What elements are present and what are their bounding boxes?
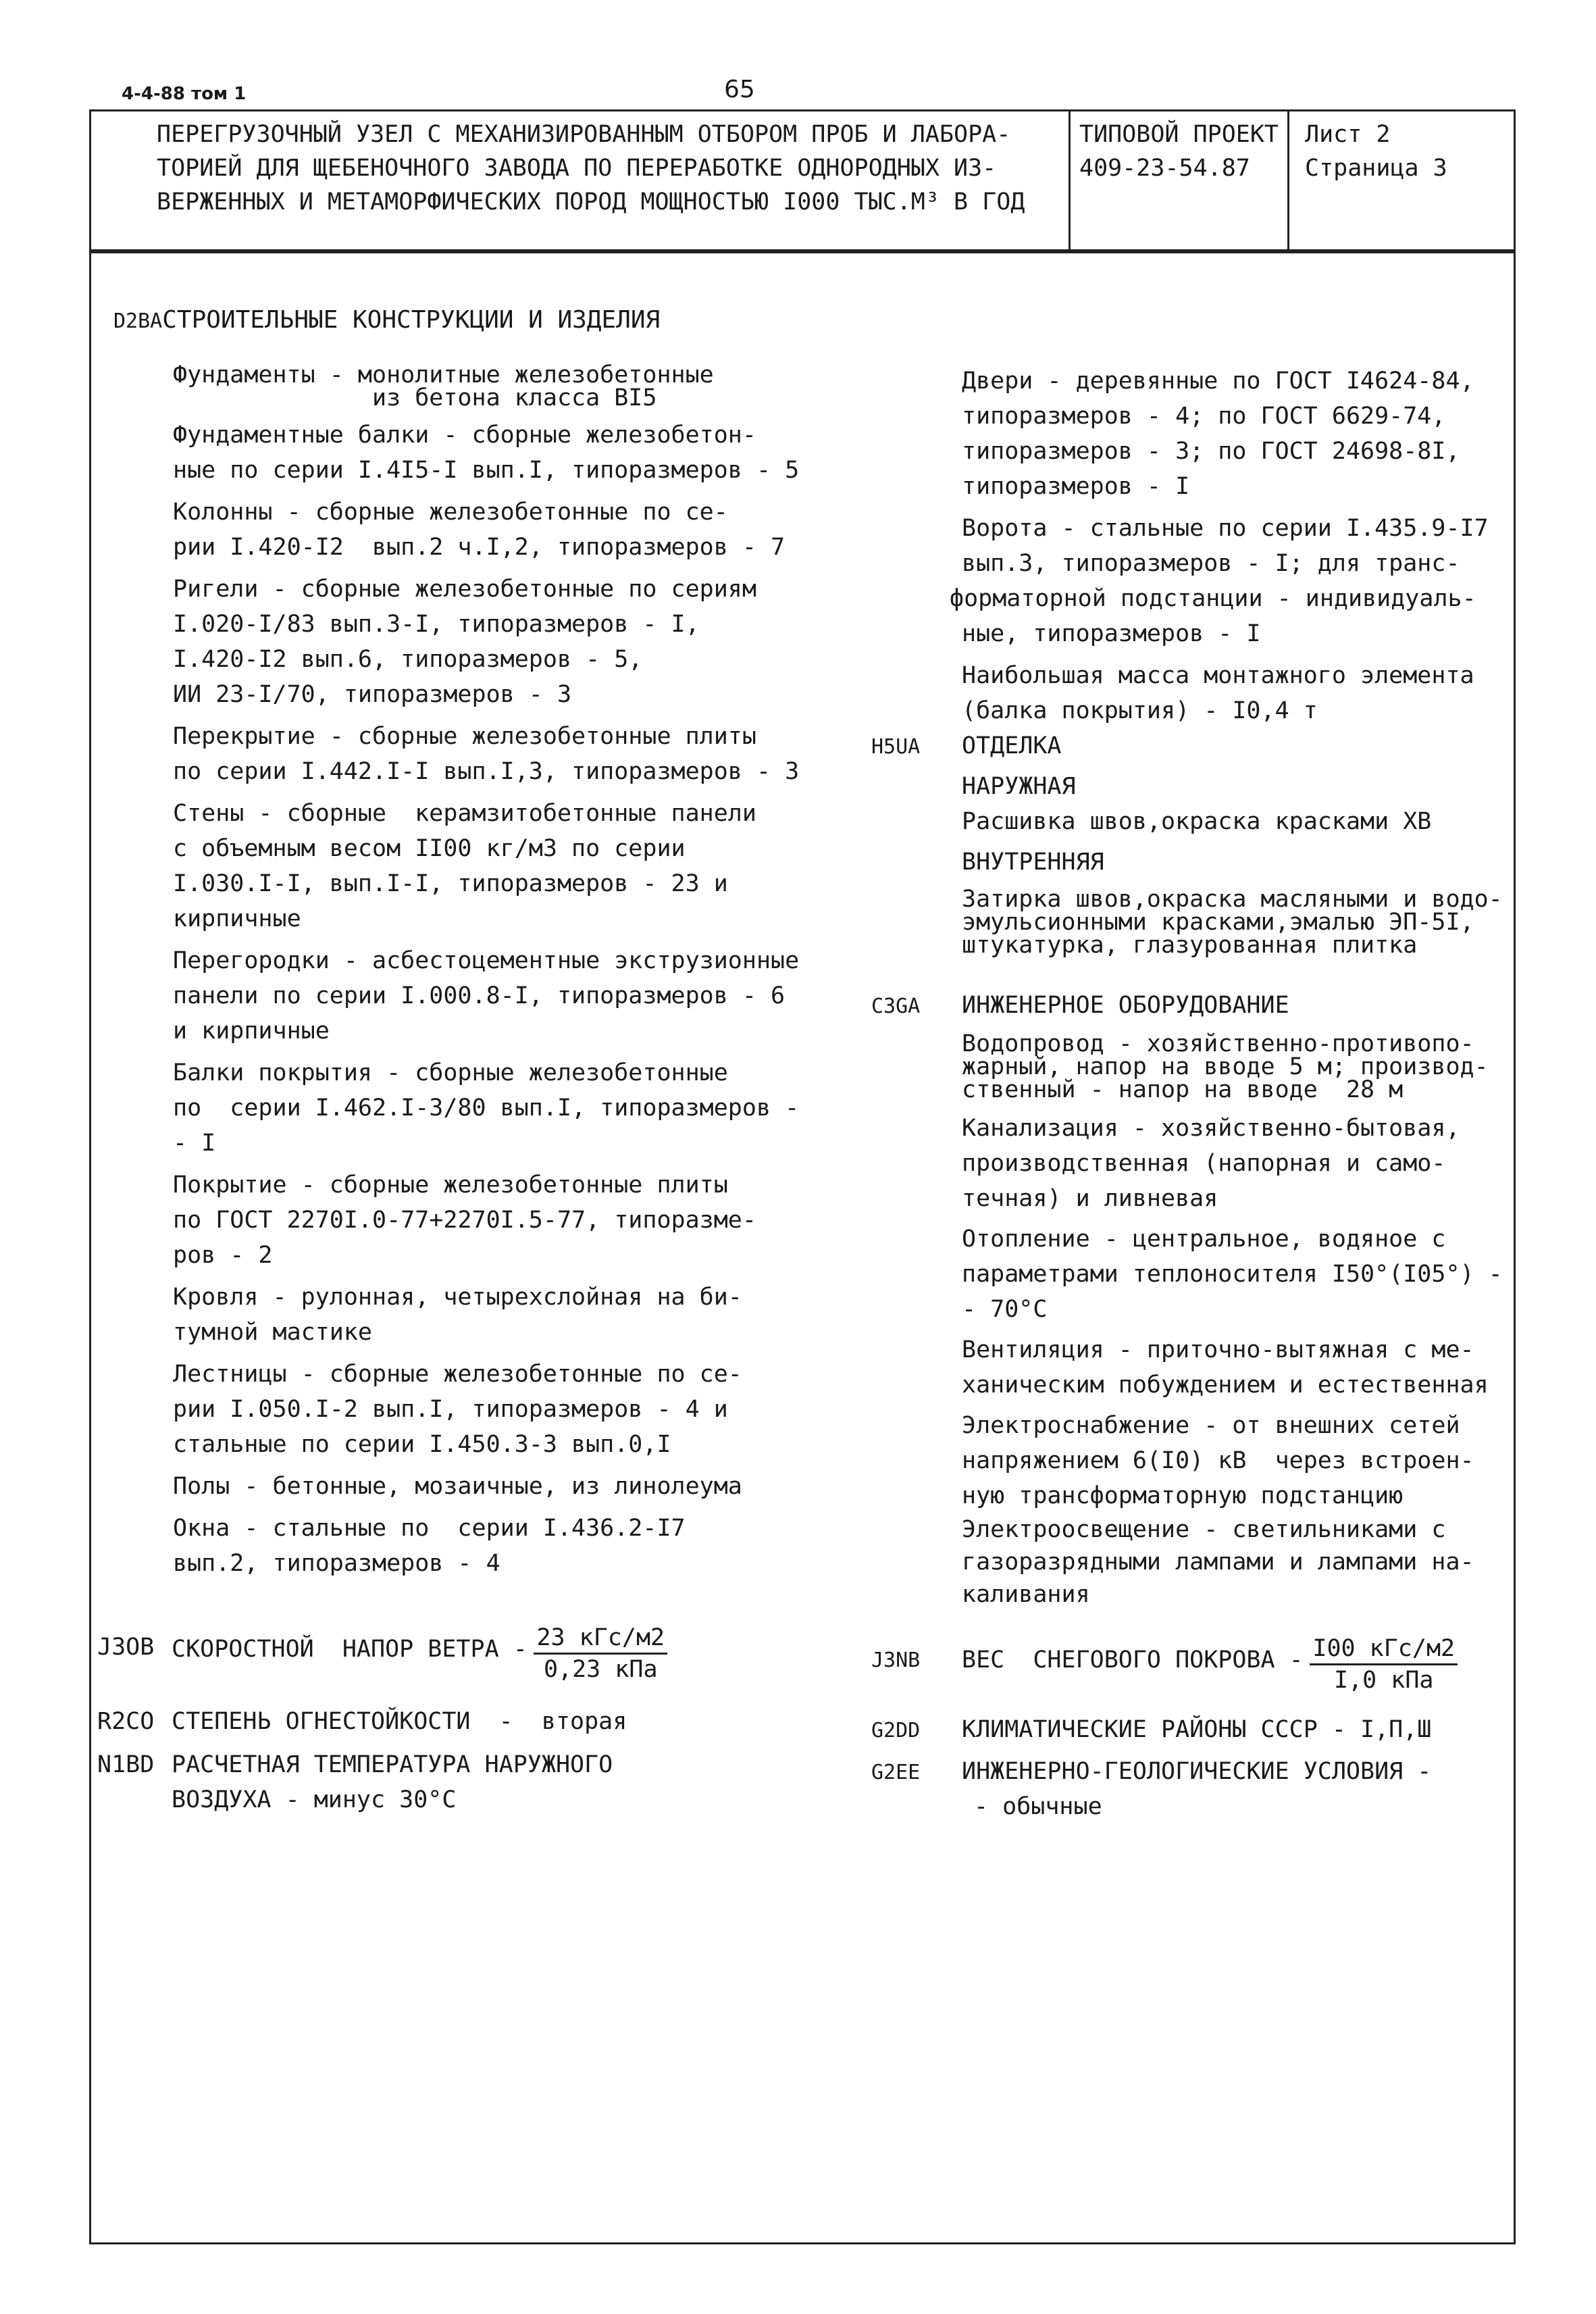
spec-line: ханическим побуждением и естественная	[962, 1372, 1489, 1399]
spec-line: вып.2, типоразмеров - 4	[173, 1550, 500, 1577]
fire-resistance: СТЕПЕНЬ ОГНЕСТОЙКОСТИ - вторая	[172, 1708, 627, 1735]
spec-foundation-beams	[173, 418, 815, 488]
spec-power-supply	[962, 1408, 1509, 1513]
spec-line: - 70°С	[962, 1296, 1048, 1323]
geology-code: G2EE	[871, 1761, 921, 1784]
spec-floors-slabs	[173, 719, 815, 789]
stamp-divider	[1287, 109, 1289, 251]
spec-line: Электроснабжение - от внешних сетей	[962, 1412, 1460, 1439]
spec-line: I.020-I/83 вып.3-I, типоразмеров - I,	[173, 611, 700, 638]
wind-load-code: J3OB	[97, 1634, 155, 1661]
spec-line: Ворота - стальные по серии I.435.9-I7	[962, 515, 1489, 542]
fire-resistance-code: R2CO	[97, 1708, 155, 1735]
spec-sewerage	[962, 1111, 1509, 1216]
stamp-sheet	[1305, 118, 1447, 185]
spec-line: Ригели - сборные железобетонные по сериям	[173, 576, 756, 603]
spec-line: ИНЖЕНЕРНО-ГЕОЛОГИЧЕСКИЕ УСЛОВИЯ -	[962, 1758, 1432, 1785]
spec-line: ные по серии I.4I5-I вып.I, типоразмеров - 5	[173, 457, 800, 484]
outdoor-temp	[172, 1747, 613, 1817]
spec-line: типоразмеров - I	[962, 473, 1190, 500]
spec-line: Затирка швов,окраска масляными и водо-	[962, 886, 1503, 913]
spec-line: с объемным весом II00 кг/м3 по серии	[173, 835, 686, 862]
spec-line: Отопление - центральное, водяное с	[962, 1226, 1446, 1253]
spec-line: Вентиляция - приточно-вытяжная с ме-	[962, 1336, 1474, 1363]
spec-foundations	[173, 363, 815, 409]
geology-conditions	[962, 1754, 1431, 1824]
wind-load-numerator: 23 кГс/м2	[534, 1623, 667, 1655]
spec-line: напряжением 6(I0) кВ через встроен-	[962, 1447, 1474, 1474]
spec-line: рии I.050.I-2 вып.I, типоразмеров - 4 и	[173, 1396, 728, 1423]
spec-line: Лестницы - сборные железобетонные по се-	[173, 1361, 742, 1388]
spec-line: типоразмеров - 3; по ГОСТ 24698-8I,	[962, 438, 1460, 465]
spec-line: и кирпичные	[173, 1017, 330, 1045]
spec-line: из бетона класса BI5	[173, 384, 657, 411]
spec-girders	[173, 572, 815, 712]
snow-load-code: J3NB	[871, 1649, 921, 1672]
section-heading	[113, 303, 660, 339]
spec-line: ную трансформаторную подстанцию	[962, 1482, 1404, 1509]
page-reference: Страница 3	[1305, 155, 1447, 182]
spec-line: по ГОСТ 2270I.0-77+2270I.5-77, типоразме-	[173, 1207, 756, 1234]
spec-line: Фундаментные балки - сборные железобетон-	[173, 422, 756, 449]
spec-line: - обычные	[974, 1793, 1102, 1820]
spec-ventilation	[962, 1332, 1509, 1403]
spec-line: I.420-I2 вып.6, типоразмеров - 5,	[173, 646, 643, 673]
spec-gates	[950, 511, 1509, 651]
section-title: СТРОИТЕЛЬНЫЕ КОНСТРУКЦИИ И ИЗДЕЛИЯ	[162, 306, 661, 334]
snow-load	[962, 1634, 1458, 1695]
sheet-number: Лист 2	[1305, 121, 1391, 148]
exterior-title: НАРУЖНАЯ	[962, 773, 1076, 800]
spec-line: по серии I.442.I-I вып.I,3, типоразмеров - 3	[173, 758, 800, 785]
spec-line: Канализация - хозяйственно-бытовая,	[962, 1115, 1460, 1142]
document-volume-label: 4-4-88 том 1	[122, 84, 247, 104]
climate-zones: КЛИМАТИЧЕСКИЕ РАЙОНЫ СССР - I,П,Ш	[962, 1716, 1432, 1743]
spec-line: (балка покрытия) - I0,4 т	[962, 697, 1318, 724]
spec-line: Фундаменты - монолитные железобетонные	[173, 361, 714, 388]
spec-line: по серии I.462.I-3/80 вып.I, типоразмеров -	[173, 1095, 800, 1122]
spec-line: рии I.420-I2 вып.2 ч.I,2, типоразмеров - 7	[173, 534, 786, 561]
spec-line: Двери - деревянные по ГОСТ I4624-84,	[962, 368, 1474, 395]
spec-line: панели по серии I.000.8-I, типоразмеров - 6	[173, 982, 786, 1009]
spec-line: ВОЗДУХА - минус 30°С	[172, 1786, 457, 1813]
spec-line: Перегородки - асбестоцементные экструзионные	[173, 947, 800, 974]
spec-line: - I	[173, 1130, 216, 1157]
spec-windows	[173, 1511, 815, 1581]
spec-line: ные, типоразмеров - I	[962, 620, 1261, 647]
spec-roofing	[173, 1280, 815, 1350]
spec-roof-beams	[173, 1055, 815, 1161]
engineering-code: C3GA	[871, 995, 921, 1018]
spec-line: эмульсионными красками,эмалью ЭП-5I,	[962, 909, 1474, 936]
spec-floor-covering	[173, 1469, 815, 1504]
snow-load-denominator: I,0 кПа	[1333, 1667, 1434, 1694]
climate-code: G2DD	[871, 1719, 921, 1742]
spec-line: Окна - стальные по серии I.436.2-I7	[173, 1515, 686, 1542]
spec-max-mass	[962, 658, 1509, 728]
stamp-title	[157, 118, 1025, 219]
spec-line: тумной мастике	[173, 1319, 373, 1346]
snow-load-value	[1310, 1634, 1458, 1695]
stamp-project	[1079, 118, 1279, 185]
interior-title: ВНУТРЕННЯЯ	[962, 849, 1104, 876]
spec-line: РАСЧЕТНАЯ ТЕМПЕРАТУРА НАРУЖНОГО	[172, 1751, 613, 1778]
project-number: 409-23-54.87	[1079, 155, 1250, 182]
spec-walls	[173, 796, 815, 936]
spec-line: Полы - бетонные, мозаичные, из линолеума	[173, 1473, 742, 1500]
project-label: ТИПОВОЙ ПРОЕКТ	[1079, 121, 1279, 148]
spec-line: I.030.I-I, вып.I-I, типоразмеров - 23 и	[173, 870, 728, 897]
spec-line: Балки покрытия - сборные железобетонные	[173, 1059, 728, 1086]
spec-line: ИИ 23-I/70, типоразмеров - 3	[173, 681, 572, 708]
spec-line: Кровля - рулонная, четырехслойная на би-	[173, 1284, 742, 1311]
spec-line: стальные по серии I.450.3-3 вып.0,I	[173, 1431, 671, 1458]
stamp-title-line: ТОРИЕЙ ДЛЯ ЩЕБЕНОЧНОГО ЗАВОДА ПО ПЕРЕРАБОТКЕ ОДНОРОДНЫХ ИЗ-	[157, 155, 997, 182]
spec-line: каливания	[962, 1581, 1090, 1608]
spec-line: Покрытие - сборные железобетонные плиты	[173, 1172, 728, 1199]
wind-load	[172, 1623, 667, 1684]
spec-partitions	[173, 943, 815, 1049]
spec-line: течная) и ливневая	[962, 1185, 1218, 1212]
stamp-divider	[1069, 109, 1071, 251]
engineering-section	[962, 988, 1509, 1611]
spec-columns	[173, 495, 815, 565]
snow-load-numerator: I00 кГс/м2	[1310, 1634, 1458, 1665]
wind-load-denominator: 0,23 кПа	[543, 1656, 658, 1683]
spec-doors	[962, 363, 1509, 504]
spec-line: Перекрытие - сборные железобетонные плиты	[173, 723, 756, 750]
finishing-section	[962, 728, 1509, 957]
wind-load-label: СКОРОСТНОЙ НАПОР ВЕТРА -	[172, 1636, 527, 1663]
stamp-title-line: ВЕРЖЕННЫХ И МЕТАМОРФИЧЕСКИХ ПОРОД МОЩНОСТЬЮ I000 ТЫС.М³ В ГОД	[157, 188, 1025, 216]
spec-line: Стены - сборные керамзитобетонные панели	[173, 800, 756, 827]
spec-line: Водопровод - хозяйственно-противопо-	[962, 1030, 1474, 1057]
left-column	[173, 363, 815, 1581]
outdoor-temp-code: N1BD	[97, 1751, 155, 1778]
spec-line: газоразрядными лампами и лампами на-	[962, 1549, 1474, 1576]
spec-line: жарный, напор на вводе 5 м; производ-	[962, 1053, 1489, 1080]
spec-line: вып.3, типоразмеров - I; для транс-	[962, 550, 1460, 577]
spec-water-supply	[962, 1032, 1509, 1101]
finishing-title: ОТДЕЛКА	[962, 732, 1062, 759]
page-number: 65	[724, 76, 755, 103]
section-code: D2BA	[113, 309, 163, 333]
spec-stairs	[173, 1357, 815, 1462]
spec-line: Наибольшая масса монтажного элемента	[962, 662, 1474, 689]
spec-lighting	[962, 1513, 1509, 1611]
spec-heating	[962, 1222, 1509, 1327]
spec-line: производственная (напорная и само-	[962, 1150, 1446, 1177]
exterior-text: Расшивка швов,окраска красками ХВ	[962, 808, 1432, 835]
spec-line: штукатурка, глазурованная плитка	[962, 932, 1418, 959]
spec-line: ров - 2	[173, 1242, 273, 1269]
spec-line: форматорной подстанции - индивидуаль-	[950, 585, 1476, 612]
spec-line: типоразмеров - 4; по ГОСТ 6629-74,	[962, 403, 1446, 430]
spec-line: Электроосвещение - светильниками с	[962, 1516, 1446, 1543]
spec-line: параметрами теплоносителя I50°(I05°) -	[962, 1261, 1503, 1288]
spec-roof-slabs	[173, 1167, 815, 1273]
finishing-code: H5UA	[871, 735, 921, 759]
engineering-title: ИНЖЕНЕРНОЕ ОБОРУДОВАНИЕ	[962, 992, 1289, 1019]
right-column	[950, 363, 1509, 728]
spec-line: Колонны - сборные железобетонные по се-	[173, 499, 728, 526]
stamp-title-line: ПЕРЕГРУЗОЧНЫЙ УЗЕЛ С МЕХАНИЗИРОВАННЫМ ОТБОРОМ ПРОБ И ЛАБОРА-	[157, 121, 1011, 148]
spec-line: кирпичные	[173, 905, 301, 932]
wind-load-value	[534, 1623, 667, 1684]
spec-line: ственный - напор на вводе 28 м	[962, 1076, 1404, 1103]
snow-load-label: ВЕС СНЕГОВОГО ПОКРОВА -	[962, 1646, 1304, 1674]
